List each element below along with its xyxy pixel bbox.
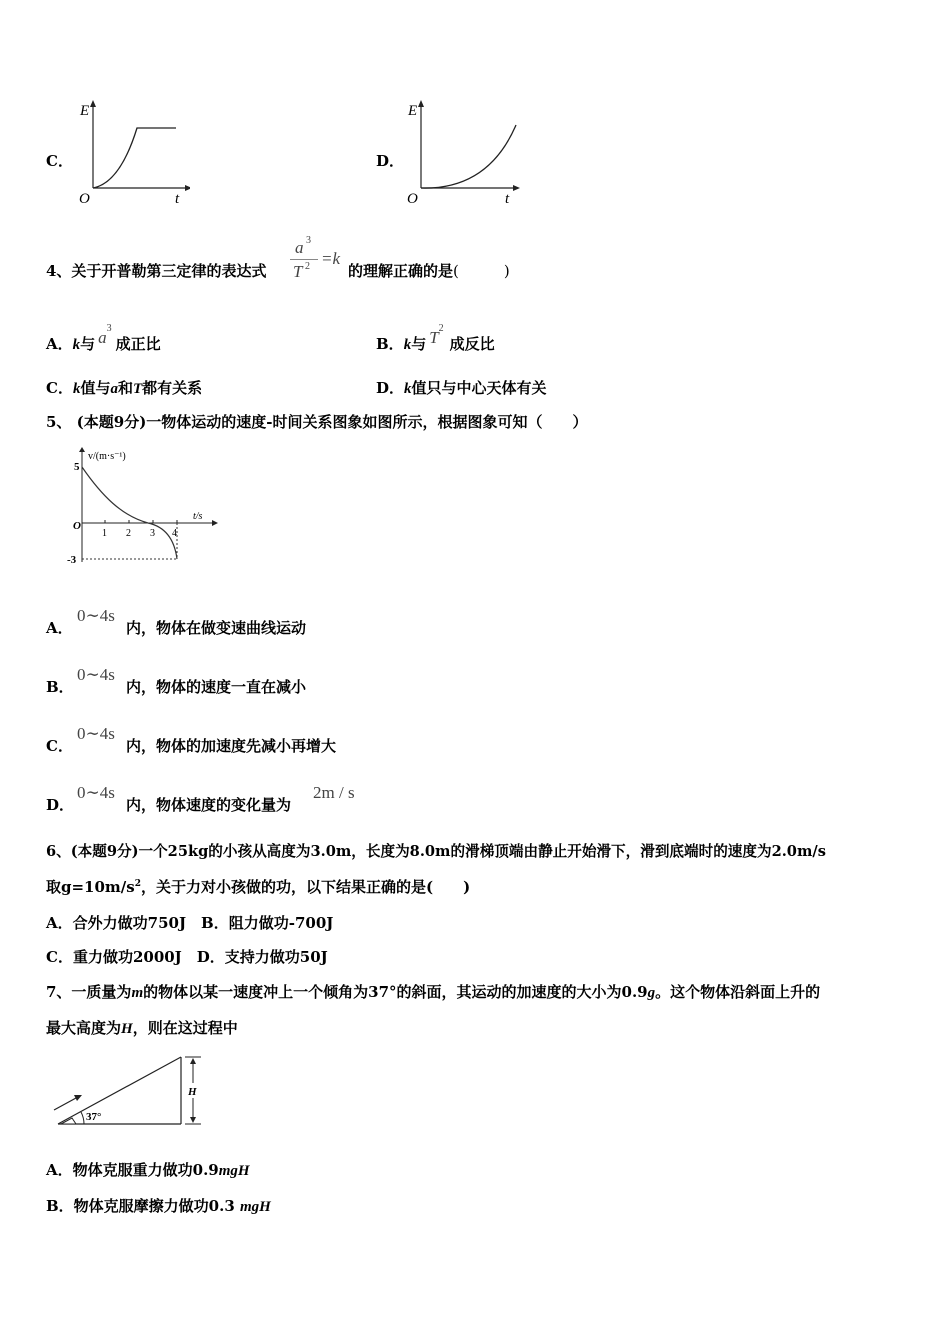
q7-option-a[interactable]: A．物体克服重力做功0.9mgH <box>46 1161 250 1179</box>
q7-incline-figure <box>48 1050 218 1130</box>
q3-option-d-label: D． <box>376 152 405 170</box>
q7-option-b[interactable]: B．物体克服摩擦力做功0.3 mgH <box>46 1197 271 1215</box>
q5-xtick: 1 <box>102 528 107 539</box>
q4-stem-prefix: 4、关于开普勒第三定律的表达式 <box>46 262 267 280</box>
q7-stem-line1: 7、一质量为m的物体以某一速度冲上一个倾角为37°的斜面，其运动的加速度的大小为0.9g。这个物体沿斜面上升的 <box>46 983 821 1001</box>
q5-option-d-math: 0∼4s <box>77 783 115 802</box>
q4-option-b[interactable]: B．k与 $T^2$成反比 <box>376 323 495 353</box>
q7-stem-line2: 最大高度为H，则在这过程中 <box>46 1019 238 1037</box>
q3d-origin: O <box>407 191 418 207</box>
q3d-xlabel: t <box>505 191 510 207</box>
q5-option-b-math: 0∼4s <box>77 665 115 684</box>
q4-option-d[interactable]: D．k值只与中心天体有关 <box>376 379 547 397</box>
q5-ytick-top: 5 <box>74 461 80 473</box>
q5-origin: O <box>73 520 81 532</box>
q5-option-a-math: 0∼4s <box>77 606 115 625</box>
q4-stem-suffix: 的理解正确的是( ) <box>348 262 510 280</box>
q5-xtick: 4 <box>172 528 177 539</box>
q7-height-label: H <box>188 1086 197 1098</box>
q3c-origin: O <box>79 191 90 207</box>
q6-options-row2[interactable]: C．重力做功2000J D．支持力做功50J <box>46 948 328 966</box>
q5-option-a-text: 内，物体在做变速曲线运动 <box>126 619 307 637</box>
q4-formula: a 3 T 2 =k <box>290 234 346 284</box>
q5-option-b-label[interactable]: B． <box>46 678 74 696</box>
q3-option-d-graph <box>398 95 528 210</box>
q5-option-c-text: 内，物体的加速度先减小再增大 <box>126 737 337 755</box>
q6-stem-line2: 取$g=10m/s^2$，关于力对小孩做的功，以下结果正确的是( ) <box>46 878 471 896</box>
q5-xtick: 3 <box>150 528 155 539</box>
q3-option-c-graph <box>70 95 190 210</box>
q3d-ylabel: E <box>408 103 418 119</box>
q6-stem-line1: 6、(本题9分)一个25kg的小孩从高度为3.0m，长度为8.0m的滑梯顶端由静止开始滑下，滑到底端时的速度为2.0m/s <box>46 843 826 860</box>
q5-option-a-label[interactable]: A． <box>46 619 73 637</box>
q3c-ylabel: E <box>80 103 90 119</box>
q5-stem: 5、 (本题9分)一物体运动的速度-时间关系图象如图所示，根据图象可知（ ） <box>46 413 588 431</box>
q5-option-c-label[interactable]: C． <box>46 737 73 755</box>
q5-xtick: 2 <box>126 528 131 539</box>
q5-option-c-math: 0∼4s <box>77 724 115 743</box>
q5-option-d-label[interactable]: D． <box>46 796 75 814</box>
q5-ylabel: v/(m·s⁻¹) <box>88 451 126 462</box>
q4-option-a[interactable]: A．k与 $a^3$成正比 <box>46 323 161 353</box>
q5-vt-graph <box>62 446 222 571</box>
q6-options-row1[interactable]: A．合外力做功750J B．阻力做功-700J <box>46 914 334 932</box>
q4-option-c[interactable]: C．k值与a和T都有关系 <box>46 379 203 397</box>
q5-option-d-text: 内，物体速度的变化量为 <box>126 796 292 814</box>
q5-xlabel: t/s <box>193 511 203 522</box>
q5-option-d-math2: 2m / s <box>313 783 355 802</box>
q3c-xlabel: t <box>175 191 180 207</box>
q5-ytick-bottom: -3 <box>67 554 77 566</box>
q7-angle-label: 37° <box>86 1111 102 1123</box>
q5-option-b-text: 内，物体的速度一直在减小 <box>126 678 307 696</box>
q3-option-c-label: C． <box>46 152 73 170</box>
